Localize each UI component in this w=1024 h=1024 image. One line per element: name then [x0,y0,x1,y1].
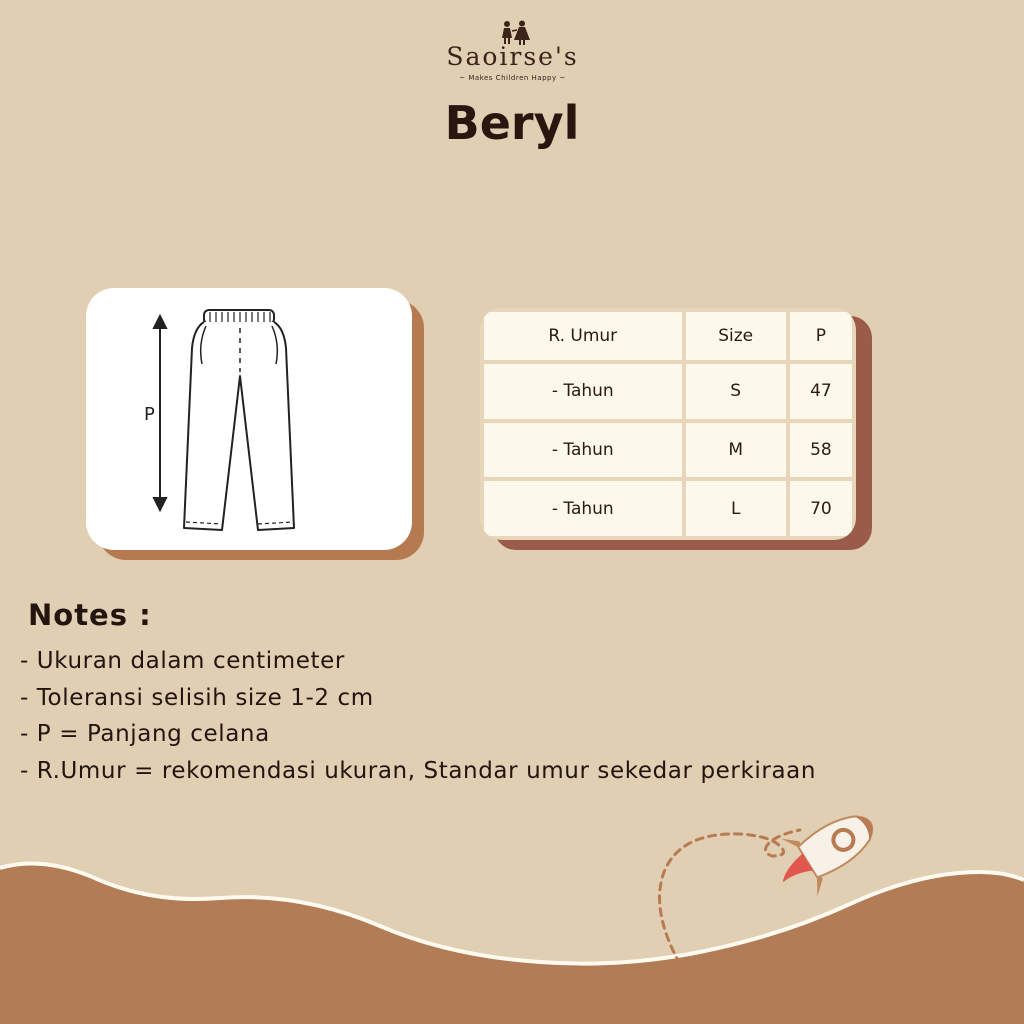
cell-size: L [686,481,786,536]
bottom-decoration [0,780,1024,1024]
note-item: - Ukuran dalam centimeter [20,648,345,674]
cell-length: 58 [790,423,852,478]
size-table-card [480,308,856,540]
brand-tagline: ~ Makes Children Happy ~ [459,74,566,82]
table-row [484,481,852,536]
table-header-row [484,312,852,360]
brand-name: Saoirse's [446,42,579,71]
note-item: - P = Panjang celana [20,721,270,747]
table-row [484,423,852,478]
pants-illustration [86,288,412,550]
header-size: Size [686,312,786,360]
length-arrow-icon [154,316,166,510]
note-item: - R.Umur = rekomendasi ukuran, Standar umur sekedar perkiraan [20,757,817,784]
cell-length: 47 [790,364,852,419]
brand-logo [440,20,585,90]
cell-age: - Tahun [484,423,682,478]
pants-diagram-card [86,288,412,550]
cell-length: 70 [790,481,852,536]
cell-age: - Tahun [484,481,682,536]
cell-age: - Tahun [484,364,682,419]
header-length: P [790,312,852,360]
size-table [480,308,856,540]
product-title: Beryl [444,96,580,150]
note-item: - Toleransi selisih size 1-2 cm [20,684,374,711]
bottom-wave [0,864,1024,1024]
table-row [484,364,852,419]
header-age-range: R. Umur [484,312,682,360]
notes-title: Notes : [28,598,152,632]
rocket-icon [763,794,889,908]
cell-size: M [686,423,786,478]
measure-label: P [144,404,155,425]
notes-list [20,643,816,789]
cell-size: S [686,364,786,419]
